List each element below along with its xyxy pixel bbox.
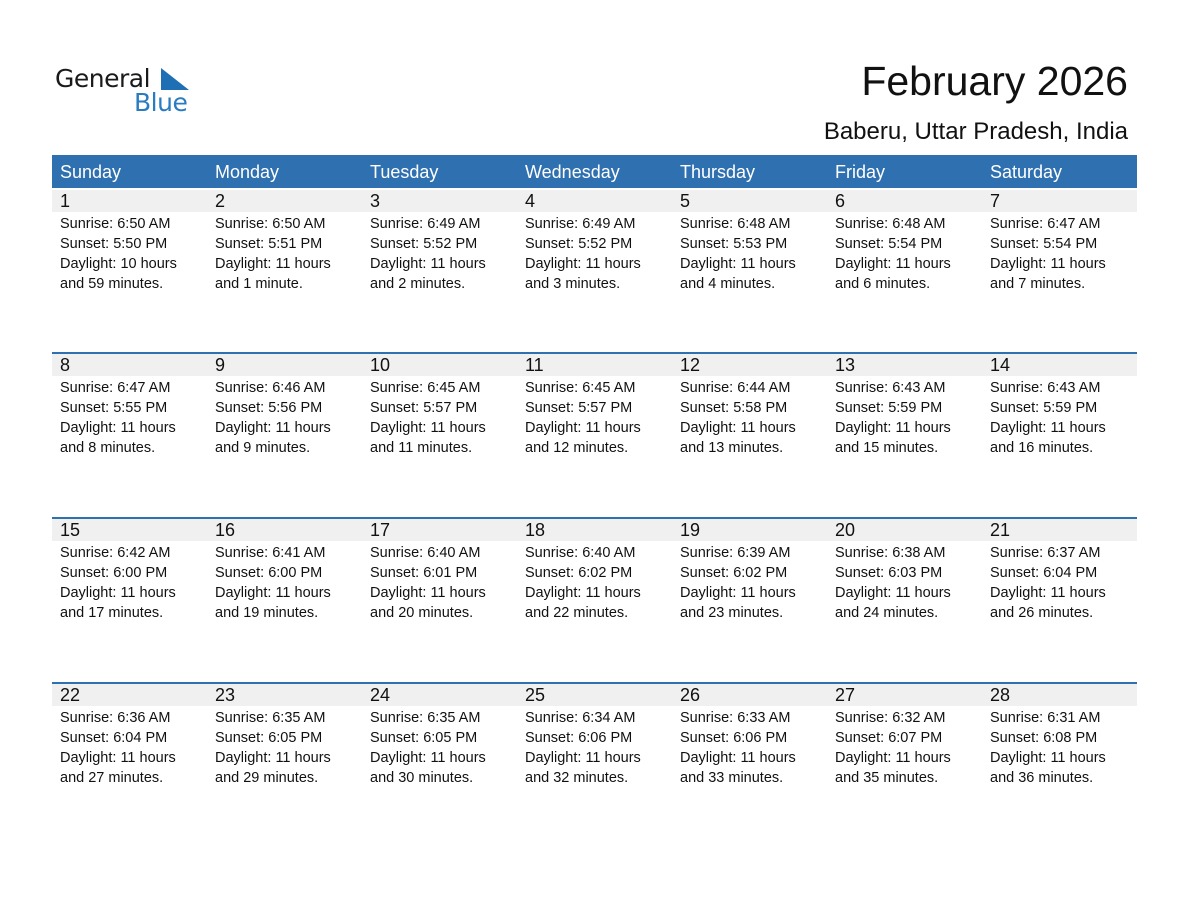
daylight-text: and 19 minutes. [215, 605, 319, 621]
day-cell [982, 376, 1137, 458]
daylight-text: and 3 minutes. [525, 276, 621, 292]
daylight-text: and 35 minutes. [835, 770, 939, 786]
day-cell [362, 541, 517, 623]
sunrise-text: Sunrise: 6:48 AM [680, 216, 791, 232]
day-cell [207, 376, 362, 458]
day-number: 15 [60, 520, 81, 540]
day-cell [517, 376, 672, 458]
weekday-sunday: Sunday [60, 162, 122, 182]
sunrise-text: Sunrise: 6:46 AM [215, 380, 326, 396]
sunrise-text: Sunrise: 6:47 AM [990, 216, 1101, 232]
sunset-text: Sunset: 6:06 PM [680, 730, 788, 746]
daylight-text: and 29 minutes. [215, 770, 319, 786]
day-number: 23 [215, 685, 236, 705]
sunset-text: Sunset: 6:01 PM [370, 565, 478, 581]
sunset-text: Sunset: 5:58 PM [680, 400, 788, 416]
sunset-text: Sunset: 5:51 PM [215, 236, 323, 252]
daylight-text: Daylight: 11 hours [215, 420, 331, 436]
daylight-text: Daylight: 11 hours [370, 256, 486, 272]
daylight-text: and 11 minutes. [370, 440, 473, 456]
sunset-text: Sunset: 6:02 PM [525, 565, 633, 581]
daylight-text: Daylight: 11 hours [990, 750, 1106, 766]
daylight-text: Daylight: 11 hours [60, 420, 176, 436]
sunset-text: Sunset: 5:54 PM [835, 236, 943, 252]
sunrise-text: Sunrise: 6:31 AM [990, 710, 1101, 726]
sunset-text: Sunset: 5:54 PM [990, 236, 1098, 252]
day-cell [517, 212, 672, 294]
day-number: 13 [835, 355, 856, 375]
sunrise-text: Sunrise: 6:45 AM [370, 380, 481, 396]
day-cell [362, 212, 517, 294]
daylight-text: Daylight: 11 hours [990, 420, 1106, 436]
day-cell [672, 541, 827, 623]
daylight-text: Daylight: 11 hours [370, 585, 486, 601]
week-row [52, 682, 1137, 788]
weekday-monday: Monday [215, 162, 280, 182]
day-number: 11 [525, 355, 544, 375]
day-number: 16 [215, 520, 236, 540]
sunset-text: Sunset: 5:56 PM [215, 400, 323, 416]
daylight-text: Daylight: 11 hours [835, 420, 951, 436]
day-number: 21 [990, 520, 1011, 540]
sunset-text: Sunset: 6:00 PM [60, 565, 168, 581]
daylight-text: and 6 minutes. [835, 276, 931, 292]
weekday-header [52, 155, 1137, 188]
day-number: 26 [680, 685, 701, 705]
location-subtitle: Baberu, Uttar Pradesh, India [823, 118, 1128, 145]
sunset-text: Sunset: 6:00 PM [215, 565, 323, 581]
sunrise-text: Sunrise: 6:34 AM [525, 710, 636, 726]
sunrise-text: Sunrise: 6:43 AM [990, 380, 1101, 396]
daylight-text: and 23 minutes. [680, 605, 784, 621]
daylight-text: and 7 minutes. [990, 276, 1086, 292]
sunrise-text: Sunrise: 6:35 AM [370, 710, 481, 726]
sunrise-text: Sunrise: 6:49 AM [525, 216, 636, 232]
sunrise-text: Sunrise: 6:40 AM [370, 545, 481, 561]
day-number: 18 [525, 520, 546, 540]
day-number: 27 [835, 685, 856, 705]
day-number-band [52, 354, 1137, 376]
day-number: 12 [680, 355, 701, 375]
day-number: 24 [370, 685, 391, 705]
sunrise-text: Sunrise: 6:37 AM [990, 545, 1101, 561]
sunrise-text: Sunrise: 6:45 AM [525, 380, 636, 396]
sunrise-text: Sunrise: 6:39 AM [680, 545, 791, 561]
daylight-text: and 17 minutes. [60, 605, 164, 621]
daylight-text: and 22 minutes. [525, 605, 629, 621]
daylight-text: and 36 minutes. [990, 770, 1094, 786]
day-number: 20 [835, 520, 856, 540]
daylight-text: and 26 minutes. [990, 605, 1094, 621]
sunset-text: Sunset: 6:03 PM [835, 565, 943, 581]
sunset-text: Sunset: 6:02 PM [680, 565, 788, 581]
calendar [52, 155, 1137, 786]
daylight-text: Daylight: 11 hours [60, 750, 176, 766]
sunset-text: Sunset: 5:50 PM [60, 236, 168, 252]
sunrise-text: Sunrise: 6:38 AM [835, 545, 946, 561]
day-cell [517, 541, 672, 623]
day-number-band [52, 684, 1137, 706]
weekday-friday: Friday [835, 162, 886, 182]
daylight-text: and 2 minutes. [370, 276, 466, 292]
day-number: 25 [525, 685, 546, 705]
sunset-text: Sunset: 6:06 PM [525, 730, 633, 746]
weekday-saturday: Saturday [990, 162, 1063, 182]
day-number: 1 [60, 191, 71, 211]
sunrise-text: Sunrise: 6:43 AM [835, 380, 946, 396]
daylight-text: Daylight: 11 hours [990, 256, 1106, 272]
sunset-text: Sunset: 6:04 PM [990, 565, 1098, 581]
daylight-text: Daylight: 11 hours [215, 256, 331, 272]
daylight-text: and 30 minutes. [370, 770, 474, 786]
day-number: 9 [215, 355, 226, 375]
daylight-text: Daylight: 11 hours [60, 585, 176, 601]
daylight-text: Daylight: 11 hours [370, 420, 486, 436]
day-number: 5 [680, 191, 691, 211]
sunset-text: Sunset: 5:59 PM [990, 400, 1098, 416]
day-number: 14 [990, 355, 1011, 375]
day-cell [672, 376, 827, 458]
daylight-text: Daylight: 11 hours [525, 750, 641, 766]
sunset-text: Sunset: 5:57 PM [370, 400, 478, 416]
day-details-row [52, 541, 1137, 623]
sunrise-text: Sunrise: 6:41 AM [215, 545, 326, 561]
daylight-text: and 15 minutes. [835, 440, 939, 456]
daylight-text: and 12 minutes. [525, 440, 629, 456]
daylight-text: Daylight: 11 hours [835, 256, 951, 272]
sunset-text: Sunset: 5:57 PM [525, 400, 633, 416]
sunrise-text: Sunrise: 6:50 AM [60, 216, 171, 232]
day-number: 17 [370, 520, 391, 540]
sunset-text: Sunset: 5:55 PM [60, 400, 168, 416]
day-cell [52, 541, 207, 623]
day-number: 7 [990, 191, 1001, 211]
sunset-text: Sunset: 6:08 PM [990, 730, 1098, 746]
day-number: 6 [835, 191, 846, 211]
day-cell [207, 706, 362, 788]
daylight-text: Daylight: 11 hours [680, 256, 796, 272]
daylight-text: and 9 minutes. [215, 440, 311, 456]
day-cell [827, 541, 982, 623]
daylight-text: and 1 minute. [215, 276, 303, 292]
sunset-text: Sunset: 5:52 PM [370, 236, 478, 252]
daylight-text: Daylight: 10 hours [60, 256, 177, 272]
day-cell [672, 212, 827, 294]
daylight-text: Daylight: 11 hours [835, 750, 951, 766]
day-number: 3 [370, 191, 381, 211]
week-row [52, 188, 1137, 294]
daylight-text: Daylight: 11 hours [680, 420, 796, 436]
day-cell [827, 706, 982, 788]
day-number: 4 [525, 191, 536, 211]
day-cell [52, 376, 207, 458]
day-cell [362, 706, 517, 788]
daylight-text: Daylight: 11 hours [835, 585, 951, 601]
weekday-wednesday: Wednesday [525, 162, 620, 182]
daylight-text: and 16 minutes. [990, 440, 1094, 456]
day-cell [827, 376, 982, 458]
daylight-text: and 33 minutes. [680, 770, 784, 786]
sunset-text: Sunset: 5:52 PM [525, 236, 633, 252]
sunrise-text: Sunrise: 6:48 AM [835, 216, 946, 232]
daylight-text: Daylight: 11 hours [525, 420, 641, 436]
daylight-text: and 8 minutes. [60, 440, 156, 456]
daylight-text: and 59 minutes. [60, 276, 164, 292]
daylight-text: Daylight: 11 hours [680, 750, 796, 766]
day-number: 2 [215, 191, 226, 211]
sunset-text: Sunset: 6:05 PM [370, 730, 478, 746]
day-cell [207, 212, 362, 294]
logo-triangle-icon [161, 68, 189, 90]
sunrise-text: Sunrise: 6:33 AM [680, 710, 791, 726]
week-row [52, 352, 1137, 458]
sunrise-text: Sunrise: 6:35 AM [215, 710, 326, 726]
day-number: 28 [990, 685, 1011, 705]
day-number-band [52, 519, 1137, 541]
sunset-text: Sunset: 6:05 PM [215, 730, 323, 746]
day-cell [362, 376, 517, 458]
sunset-text: Sunset: 6:07 PM [835, 730, 943, 746]
day-details-row [52, 706, 1137, 788]
day-cell [827, 212, 982, 294]
sunrise-text: Sunrise: 6:44 AM [680, 380, 791, 396]
day-cell [672, 706, 827, 788]
daylight-text: Daylight: 11 hours [525, 585, 641, 601]
day-cell [982, 541, 1137, 623]
sunrise-text: Sunrise: 6:32 AM [835, 710, 946, 726]
daylight-text: and 4 minutes. [680, 276, 776, 292]
logo-text-blue: Blue [134, 88, 188, 117]
daylight-text: Daylight: 11 hours [215, 750, 331, 766]
sunrise-text: Sunrise: 6:47 AM [60, 380, 171, 396]
sunrise-text: Sunrise: 6:36 AM [60, 710, 171, 726]
sunrise-text: Sunrise: 6:50 AM [215, 216, 326, 232]
day-cell [982, 706, 1137, 788]
sunrise-text: Sunrise: 6:49 AM [370, 216, 481, 232]
day-cell [982, 212, 1137, 294]
weekday-tuesday: Tuesday [370, 162, 439, 182]
daylight-text: Daylight: 11 hours [680, 585, 796, 601]
day-cell [52, 212, 207, 294]
daylight-text: and 32 minutes. [525, 770, 629, 786]
daylight-text: Daylight: 11 hours [990, 585, 1106, 601]
day-number: 19 [680, 520, 701, 540]
sunrise-text: Sunrise: 6:40 AM [525, 545, 636, 561]
logo-text-general: General [55, 64, 151, 93]
sunrise-text: Sunrise: 6:42 AM [60, 545, 171, 561]
day-number: 8 [60, 355, 71, 375]
daylight-text: Daylight: 11 hours [215, 585, 331, 601]
day-cell [207, 541, 362, 623]
sunset-text: Sunset: 5:53 PM [680, 236, 788, 252]
day-cell [517, 706, 672, 788]
day-details-row [52, 376, 1137, 458]
daylight-text: Daylight: 11 hours [370, 750, 486, 766]
page-title: February 2026 [861, 58, 1128, 104]
sunset-text: Sunset: 5:59 PM [835, 400, 943, 416]
daylight-text: and 13 minutes. [680, 440, 784, 456]
sunset-text: Sunset: 6:04 PM [60, 730, 168, 746]
daylight-text: and 24 minutes. [835, 605, 939, 621]
week-row [52, 517, 1137, 623]
day-number-band [52, 190, 1137, 212]
daylight-text: and 27 minutes. [60, 770, 164, 786]
day-details-row [52, 212, 1137, 294]
daylight-text: Daylight: 11 hours [525, 256, 641, 272]
daylight-text: and 20 minutes. [370, 605, 474, 621]
day-number: 10 [370, 355, 391, 375]
day-number: 22 [60, 685, 81, 705]
day-cell [52, 706, 207, 788]
weekday-thursday: Thursday [680, 162, 756, 182]
